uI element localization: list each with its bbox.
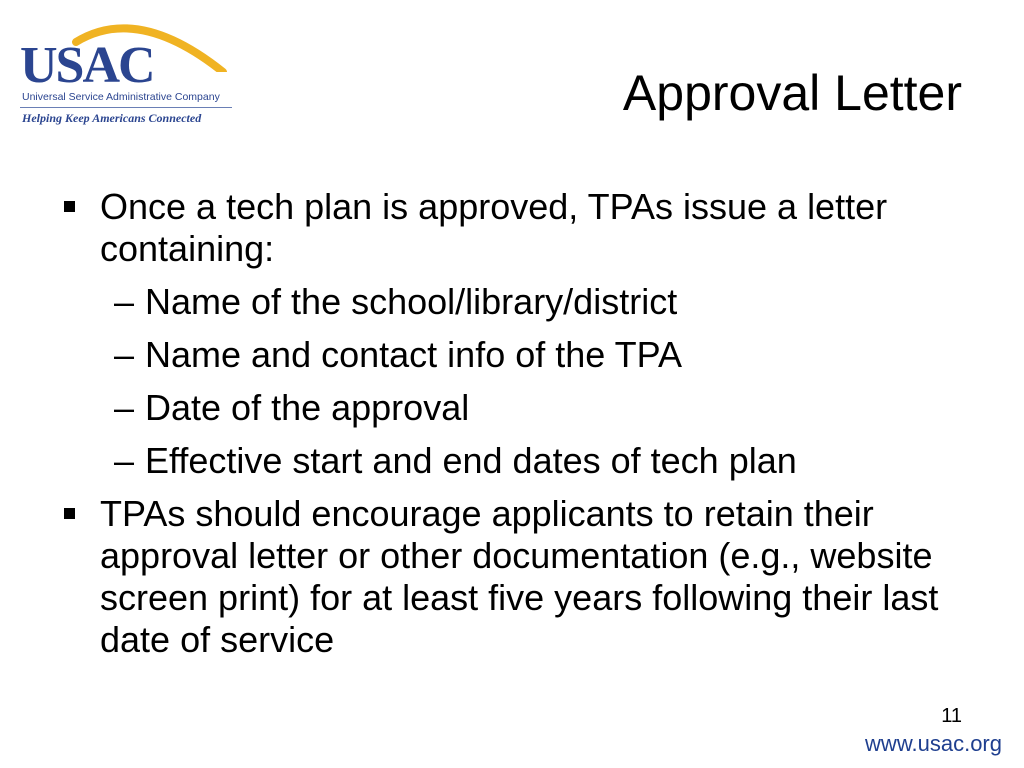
footer-url-link[interactable]: www.usac.org xyxy=(865,731,1002,756)
dash-marker: – xyxy=(114,440,135,481)
sub-bullet-text: Name of the school/library/district xyxy=(145,281,678,322)
logo-tagline: Helping Keep Americans Connected xyxy=(22,111,202,125)
logo-wordmark: USAC xyxy=(20,37,154,94)
slide-number: 11 xyxy=(941,705,962,727)
bullet-item xyxy=(64,493,994,661)
slide-body xyxy=(64,186,994,669)
sub-bullet-item xyxy=(64,281,994,323)
sub-bullet-text: Name and contact info of the TPA xyxy=(145,334,682,375)
sub-bullet-text: Effective start and end dates of tech plan xyxy=(145,440,797,481)
logo-company-name: Universal Service Administrative Company xyxy=(22,91,220,103)
sub-bullet-item xyxy=(64,440,994,482)
bullet-item xyxy=(64,186,994,270)
square-bullet-icon xyxy=(64,201,75,212)
dash-marker: – xyxy=(114,387,135,428)
dash-marker: – xyxy=(114,334,135,375)
bullet-text: TPAs should encourage applicants to retain their approval letter or other documentation (e.g., website screen print) for at least five years following their last date of service xyxy=(100,493,939,660)
bullet-text: Once a tech plan is approved, TPAs issue a letter containing: xyxy=(100,186,888,269)
slide-title: Approval Letter xyxy=(622,65,962,121)
sub-bullet-text: Date of the approval xyxy=(145,387,470,428)
usac-logo xyxy=(18,12,238,124)
logo-divider xyxy=(20,107,232,108)
sub-bullet-item xyxy=(64,334,994,376)
dash-marker: – xyxy=(114,281,135,322)
square-bullet-icon xyxy=(64,508,75,519)
sub-bullet-item xyxy=(64,387,994,429)
